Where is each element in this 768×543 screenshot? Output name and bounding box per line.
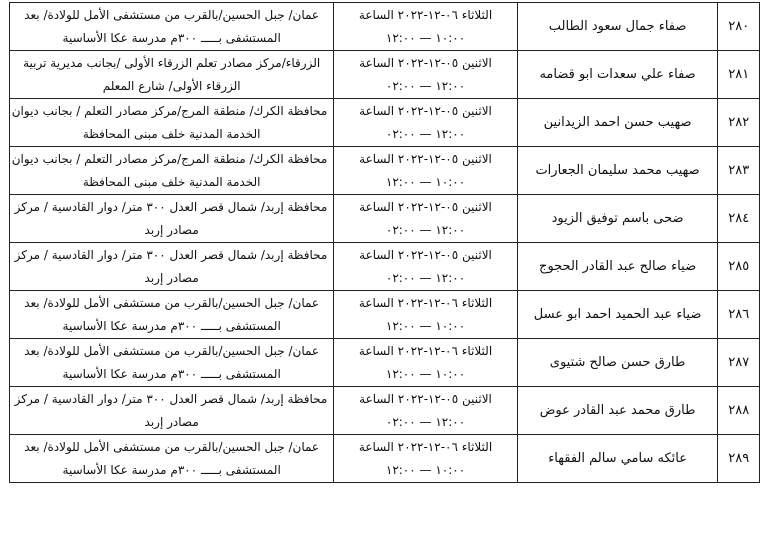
- exam-date: الثلاثاء ٠٦-١٢-٢٠٢٢ الساعة: [358, 343, 493, 358]
- location-line-2: المستشفى بـــــ ٣٠٠م مدرسة عكا الأساسية: [62, 462, 281, 477]
- row-number-cell: ٢٨٢: [718, 99, 760, 147]
- location-cell: [10, 435, 334, 483]
- table-row: [10, 99, 760, 147]
- datetime-cell: [334, 195, 517, 243]
- exam-time: ١٢:٠٠ — ٠٢:٠٠: [385, 222, 466, 237]
- location-line-2: مصادر إربد: [144, 270, 199, 285]
- exam-time: ١٢:٠٠ — ٠٢:٠٠: [385, 414, 466, 429]
- name-cell: صفاء علي سعدات ابو قضامه: [517, 51, 718, 99]
- datetime-cell: [334, 243, 517, 291]
- location-cell: [10, 339, 334, 387]
- exam-date: الثلاثاء ٠٦-١٢-٢٠٢٢ الساعة: [358, 295, 493, 310]
- location-line-1: محافظة الكرك/ منطقة المرج/مركز مصادر التعلم / بجانب ديوان: [11, 103, 328, 118]
- row-number-cell: ٢٨٥: [718, 243, 760, 291]
- schedule-table: [9, 2, 760, 483]
- location-line-1: محافظة إربد/ شمال قصر العدل ٣٠٠ متر/ دوار القادسية / مركز: [14, 247, 328, 262]
- name-cell: ضياء صالح عبد القادر الحجوج: [517, 243, 718, 291]
- datetime-cell: [334, 99, 517, 147]
- row-number-cell: ٢٨٧: [718, 339, 760, 387]
- name-cell: ضياء عبد الحميد احمد ابو عسل: [517, 291, 718, 339]
- datetime-cell: [334, 51, 517, 99]
- location-line-2: مصادر إربد: [144, 222, 199, 237]
- location-line-2: الخدمة المدنية خلف مبنى المحافظة: [82, 174, 261, 189]
- exam-date: الثلاثاء ٠٦-١٢-٢٠٢٢ الساعة: [358, 439, 493, 454]
- name-cell: طارق محمد عبد القادر عوض: [517, 387, 718, 435]
- table-row: [10, 51, 760, 99]
- row-number-cell: ٢٨٣: [718, 147, 760, 195]
- datetime-cell: [334, 3, 517, 51]
- name-cell: صهيب حسن احمد الزيدانين: [517, 99, 718, 147]
- table-row: [10, 243, 760, 291]
- location-line-1: عمان/ جبل الحسين/بالقرب من مستشفى الأمل للولادة/ بعد: [24, 439, 320, 454]
- row-number-cell: ٢٨٩: [718, 435, 760, 483]
- exam-time: ١٢:٠٠ — ٠٢:٠٠: [385, 78, 466, 93]
- location-line-2: الزرقاء الأولى/ شارع المعلم: [102, 78, 241, 93]
- exam-date: الاثنين ٠٥-١٢-٢٠٢٢ الساعة: [359, 55, 492, 70]
- location-line-2: المستشفى بـــــ ٣٠٠م مدرسة عكا الأساسية: [62, 366, 281, 381]
- location-cell: [10, 99, 334, 147]
- exam-time: ١٠:٠٠ — ١٢:٠٠: [385, 462, 466, 477]
- exam-date: الاثنين ٠٥-١٢-٢٠٢٢ الساعة: [359, 247, 492, 262]
- location-cell: [10, 243, 334, 291]
- location-line-2: المستشفى بـــــ ٣٠٠م مدرسة عكا الأساسية: [62, 30, 281, 45]
- exam-date: الاثنين ٠٥-١٢-٢٠٢٢ الساعة: [359, 391, 492, 406]
- exam-date: الاثنين ٠٥-١٢-٢٠٢٢ الساعة: [359, 199, 492, 214]
- location-line-1: عمان/ جبل الحسين/بالقرب من مستشفى الأمل للولادة/ بعد: [24, 7, 320, 22]
- row-number-cell: ٢٨٤: [718, 195, 760, 243]
- table-row: [10, 195, 760, 243]
- location-line-2: مصادر إربد: [144, 414, 199, 429]
- exam-date: الثلاثاء ٠٦-١٢-٢٠٢٢ الساعة: [358, 7, 493, 22]
- location-line-1: عمان/ جبل الحسين/بالقرب من مستشفى الأمل للولادة/ بعد: [24, 343, 320, 358]
- location-line-1: محافظة الكرك/ منطقة المرج/مركز مصادر التعلم / بجانب ديوان: [11, 151, 328, 166]
- table-row: [10, 3, 760, 51]
- name-cell: صفاء جمال سعود الطالب: [517, 3, 718, 51]
- location-cell: [10, 387, 334, 435]
- datetime-cell: [334, 291, 517, 339]
- location-line-1: عمان/ جبل الحسين/بالقرب من مستشفى الأمل للولادة/ بعد: [24, 295, 320, 310]
- schedule-table-body: [10, 3, 760, 483]
- location-cell: [10, 147, 334, 195]
- datetime-cell: [334, 387, 517, 435]
- name-cell: عائكه سامي سالم الفقهاء: [517, 435, 718, 483]
- exam-time: ١٢:٠٠ — ٠٢:٠٠: [385, 126, 466, 141]
- row-number-cell: ٢٨٠: [718, 3, 760, 51]
- table-row: [10, 147, 760, 195]
- exam-date: الاثنين ٠٥-١٢-٢٠٢٢ الساعة: [359, 103, 492, 118]
- exam-date: الاثنين ٠٥-١٢-٢٠٢٢ الساعة: [359, 151, 492, 166]
- name-cell: ضحى باسم توفيق الزيود: [517, 195, 718, 243]
- exam-time: ١٠:٠٠ — ١٢:٠٠: [385, 366, 466, 381]
- table-row: [10, 339, 760, 387]
- location-cell: [10, 291, 334, 339]
- datetime-cell: [334, 339, 517, 387]
- exam-time: ١٠:٠٠ — ١٢:٠٠: [385, 30, 466, 45]
- name-cell: طارق حسن صالح شتيوى: [517, 339, 718, 387]
- table-row: [10, 435, 760, 483]
- exam-time: ١٢:٠٠ — ٠٢:٠٠: [385, 270, 466, 285]
- location-cell: [10, 3, 334, 51]
- row-number-cell: ٢٨٦: [718, 291, 760, 339]
- location-line-2: المستشفى بـــــ ٣٠٠م مدرسة عكا الأساسية: [62, 318, 281, 333]
- row-number-cell: ٢٨١: [718, 51, 760, 99]
- table-row: [10, 291, 760, 339]
- datetime-cell: [334, 435, 517, 483]
- name-cell: صهيب محمد سليمان الجعارات: [517, 147, 718, 195]
- exam-time: ١٠:٠٠ — ١٢:٠٠: [385, 318, 466, 333]
- location-line-1: محافظة إربد/ شمال قصر العدل ٣٠٠ متر/ دوار القادسية / مركز: [14, 199, 328, 214]
- exam-time: ١٠:٠٠ — ١٢:٠٠: [385, 174, 466, 189]
- location-line-1: الزرقاء/مركز مصادر تعلم الزرقاء الأولى /بجانب مديرية تربية: [23, 55, 321, 70]
- location-cell: [10, 195, 334, 243]
- location-cell: [10, 51, 334, 99]
- location-line-2: الخدمة المدنية خلف مبنى المحافظة: [82, 126, 261, 141]
- table-row: [10, 387, 760, 435]
- row-number-cell: ٢٨٨: [718, 387, 760, 435]
- datetime-cell: [334, 147, 517, 195]
- location-line-1: محافظة إربد/ شمال قصر العدل ٣٠٠ متر/ دوار القادسية / مركز: [14, 391, 328, 406]
